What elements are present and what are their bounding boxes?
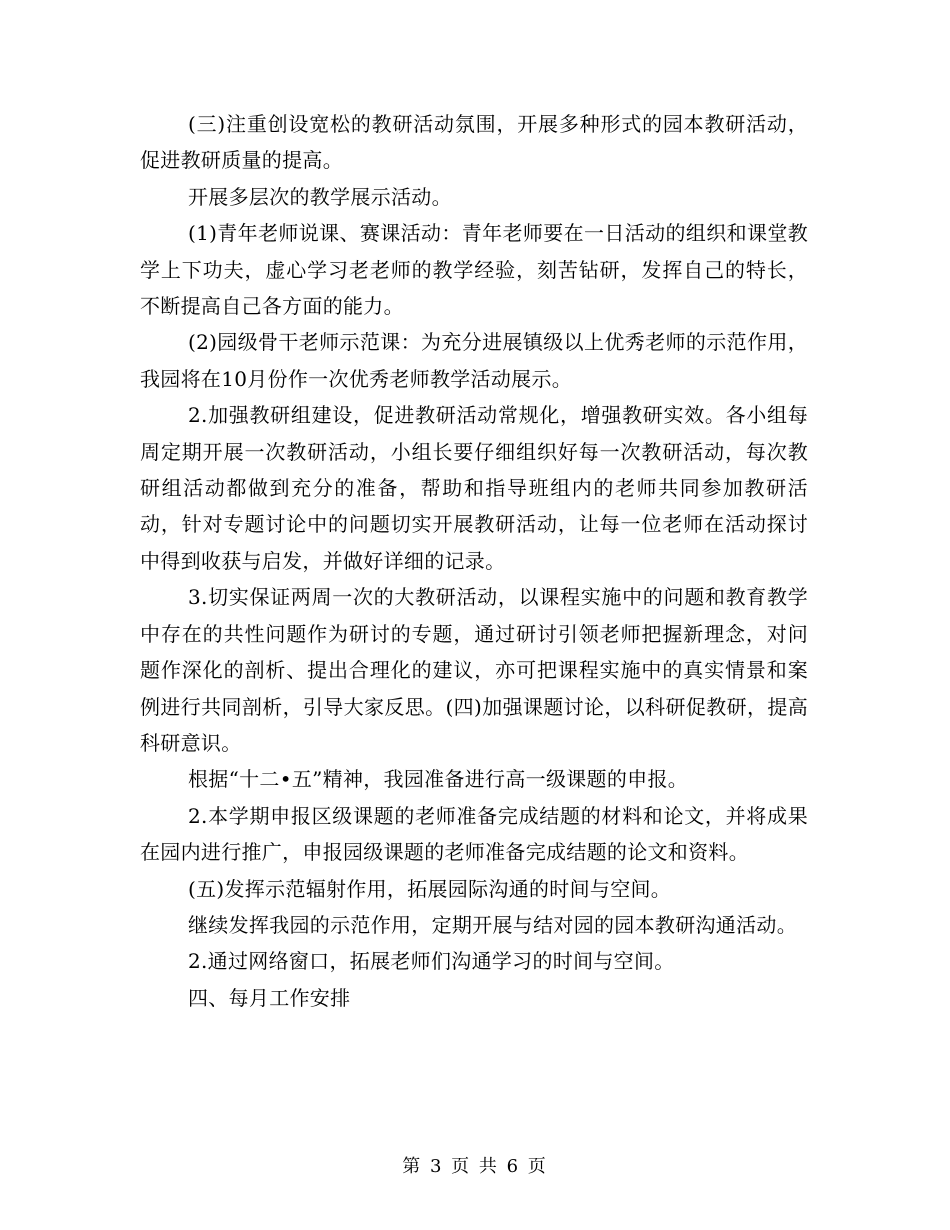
document-body [140,106,808,1016]
paragraph: 3.切实保证两周一次的大教研活动，以课程实施中的问题和教育教学中存在的共性问题作为研讨的专题，通过研讨引领老师把握新理念，对问题作深化的剖析、提出合理化的建议，亦可把课程实施中的真实情景和案例进行共同剖析，引导大家反思。(四)加强课题讨论，以科研促教研，提高科研意识。 [140,585,808,755]
paragraph: (五)发挥示范辐射作用，拓展园际沟通的时间与空间。 [188,876,672,901]
section-heading: 四、每月工作安排 [188,985,351,1010]
paragraph: 根据“十二•五”精神，我园准备进行高一级课题的申报。 [188,767,689,792]
paragraph: 继续发挥我园的示范作用，定期开展与结对园的园本教研沟通活动。 [188,912,797,937]
page-number-footer: 第 3 页 共 6 页 [402,1156,548,1177]
paragraph: (1)青年老师说课、赛课活动：青年老师要在一日活动的组织和课堂教学上下功夫，虚心学习老老师的教学经验，刻苦钻研，发挥自己的特长，不断提高自己各方面的能力。 [140,221,808,319]
paragraph: (三)注重创设宽松的教研活动氛围，开展多种形式的园本教研活动，促进教研质量的提高。 [140,112,808,173]
paragraph: 2.加强教研组建设，促进教研活动常规化，增强教研实效。各小组每周定期开展一次教研活动，小组长要仔细组织好每一次教研活动，每次教研组活动都做到充分的准备，帮助和指导班组内的老师共同参加教研活动，针对专题讨论中的问题切实开展教研活动，让每一位老师在活动探讨中得到收获与启发，并做好详细的记录。 [140,403,808,573]
paragraph: 开展多层次的教学展示活动。 [188,184,452,209]
paragraph: (2)园级骨干老师示范课：为充分进展镇级以上优秀老师的示范作用，我园将在10月份作一次优秀老师教学活动展示。 [140,330,808,391]
paragraph: 2.本学期申报区级课题的老师准备完成结题的材料和论文，并将成果在园内进行推广，申报园级课题的老师准备完成结题的论文和资料。 [140,803,808,865]
paragraph: 2.通过网络窗口，拓展老师们沟通学习的时间与空间。 [188,949,675,974]
